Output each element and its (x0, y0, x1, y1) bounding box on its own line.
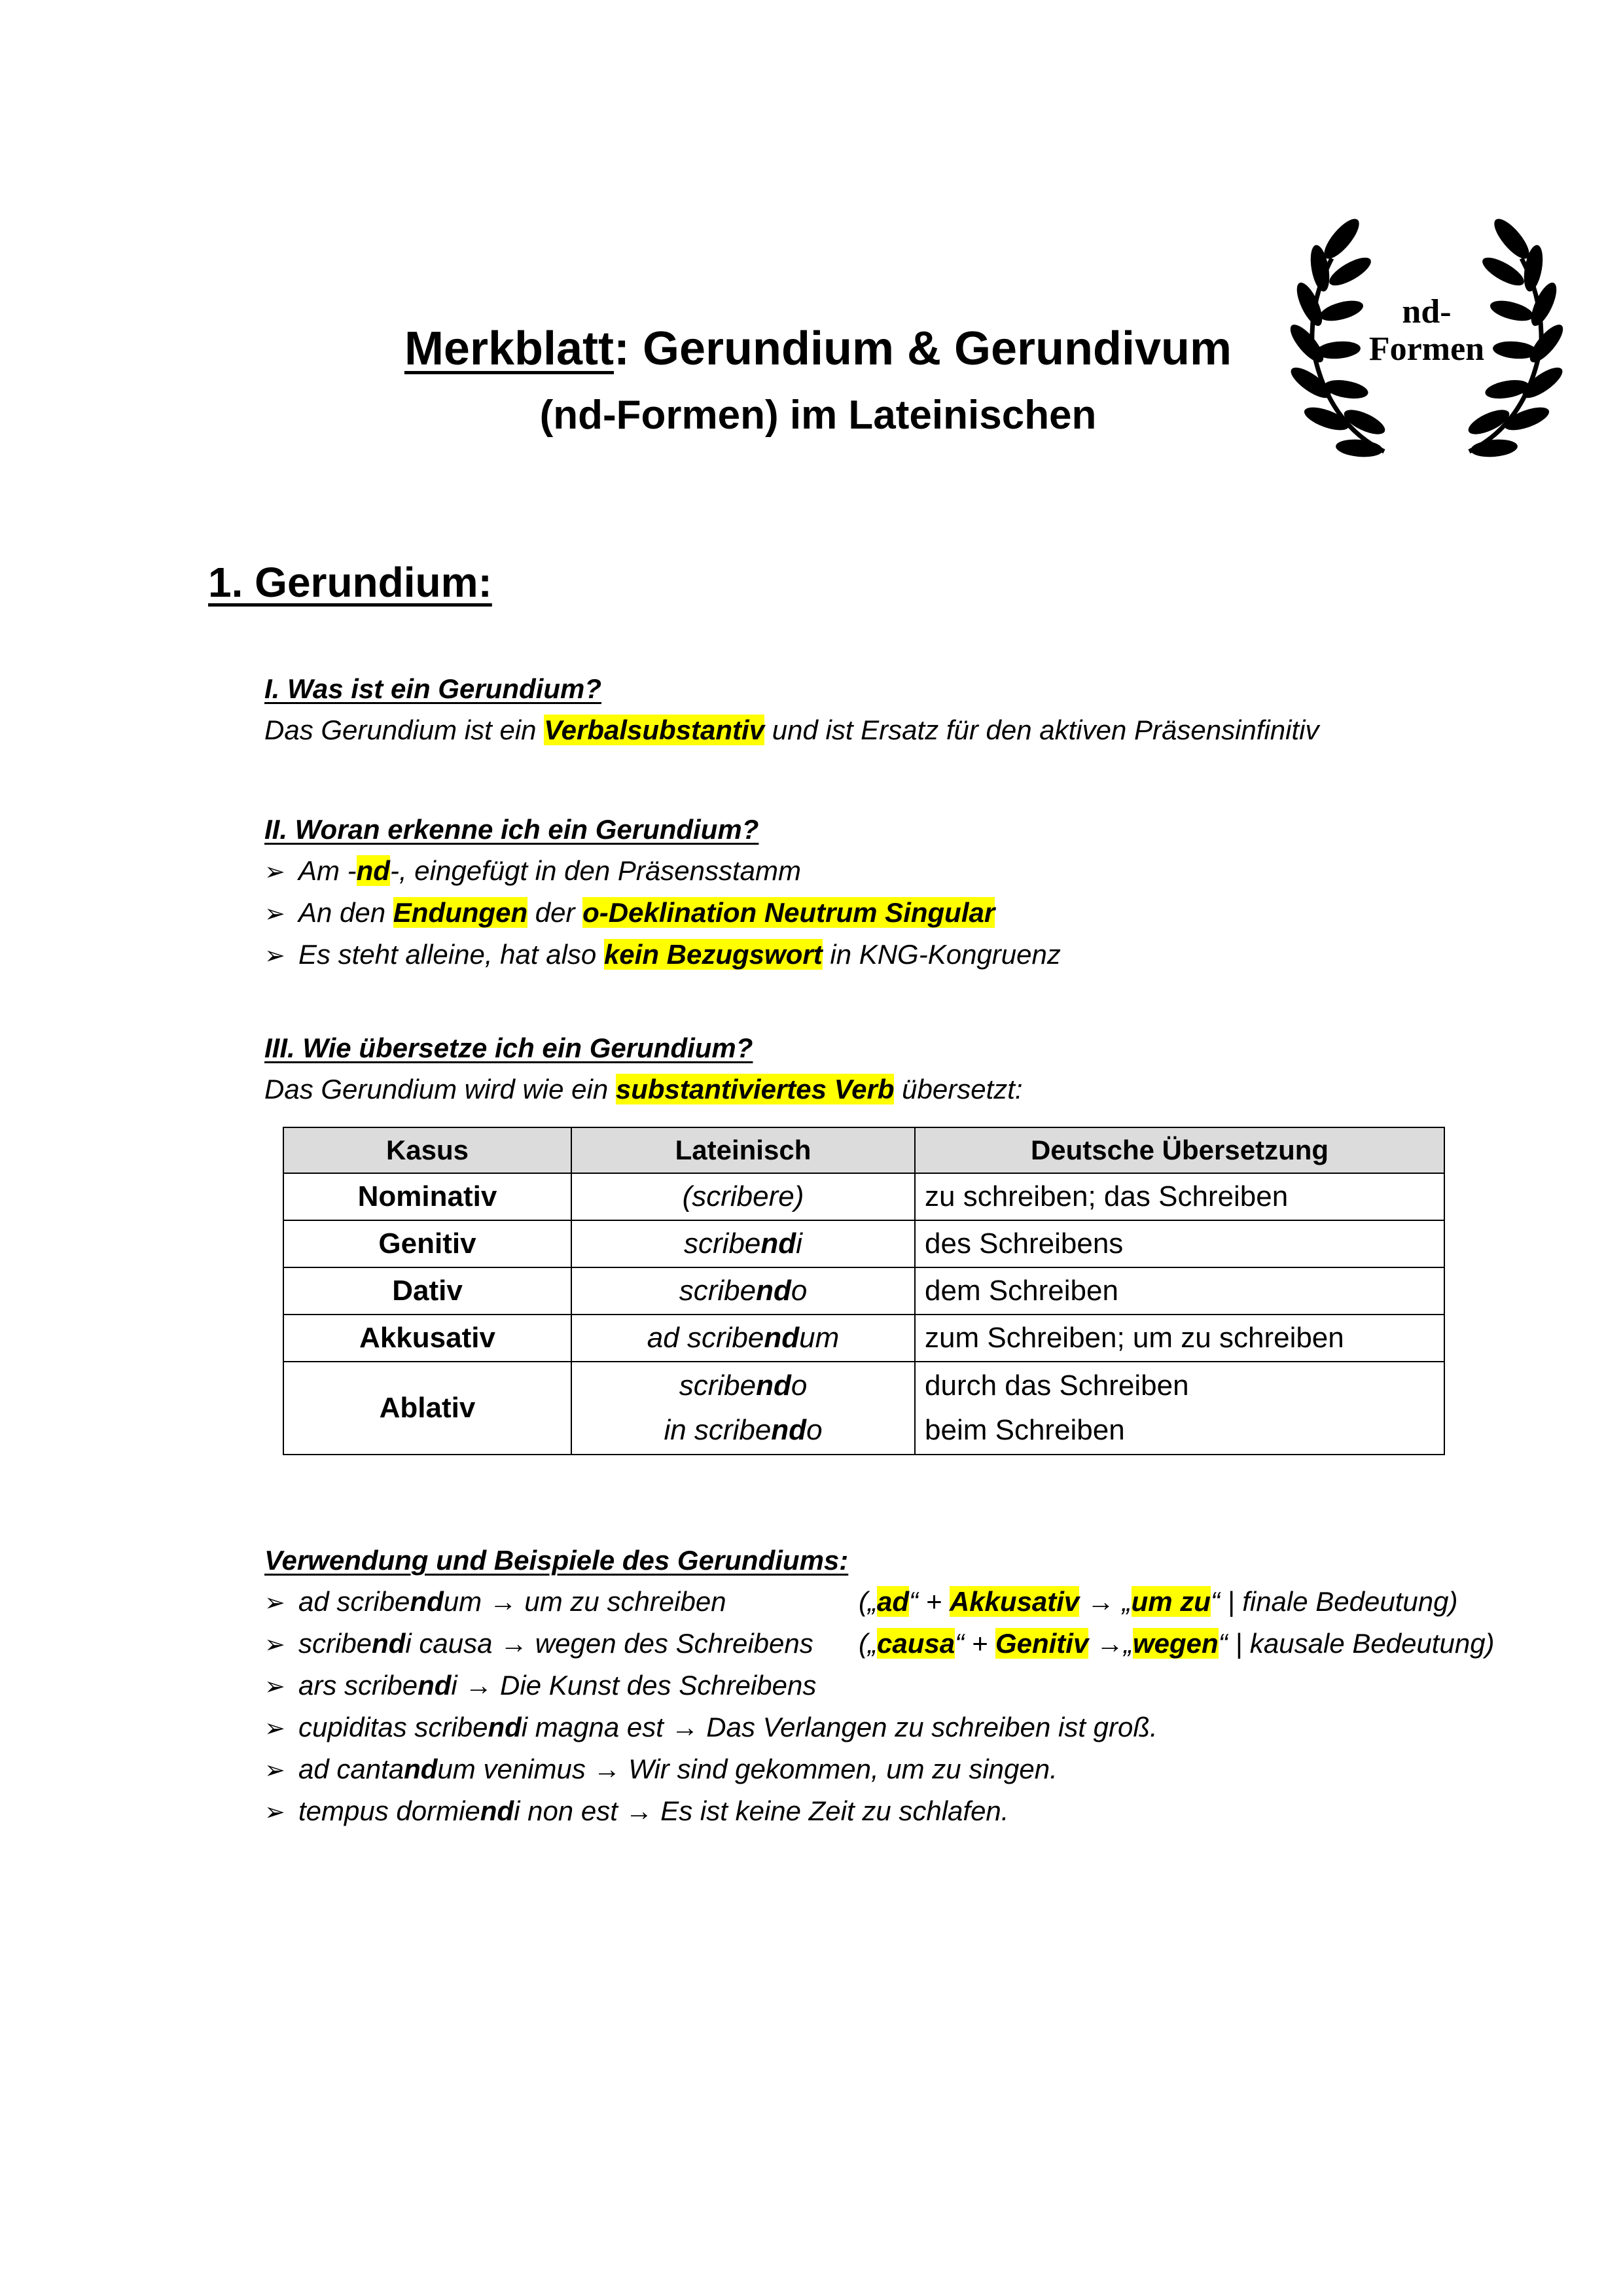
title-rest: : Gerundium & Gerundivum (614, 323, 1232, 375)
arrow-icon: → (671, 1712, 699, 1742)
highlight: Verbalsubstantiv (544, 715, 765, 745)
question-1-answer: Das Gerundium ist ein Verbalsubstantiv und ist Ersatz für den aktiven Präsensinfinitiv (264, 715, 1319, 745)
usage-note: („ad“ + Akkusativ → „um zu“ | finale Bedeutung) (859, 1586, 1458, 1617)
list-item: ➢ ad scribendum → um zu schreiben (264, 1583, 726, 1621)
table-row: Dativ scribendo dem Schreiben (283, 1267, 1444, 1315)
list-item: ➢ ad cantandum venimus → Wir sind gekommen, um zu singen. (264, 1751, 1058, 1789)
bullet-arrow-icon: ➢ (264, 1715, 285, 1742)
bullet-arrow-icon: ➢ (264, 942, 285, 970)
arrow-icon: → (500, 1628, 528, 1659)
question-2-heading: II. Woran erkenne ich ein Gerundium? (264, 814, 759, 845)
logo-line-2: Formen (1368, 330, 1485, 368)
table-row: Genitiv scribendi des Schreibens (283, 1220, 1444, 1267)
section-heading: 1. Gerundium: (208, 559, 492, 606)
list-item: ➢ Am -nd-, eingefügt in den Präsensstamm (264, 853, 801, 891)
list-item: ➢ Es steht alleine, hat also kein Bezugswort in KNG-Kongruenz (264, 936, 1061, 974)
arrow-icon: → (465, 1670, 493, 1701)
bullet-arrow-icon: ➢ (264, 1673, 285, 1701)
table-row: Ablativ scribendo in scribendo durch das Schreiben beim Schreiben (283, 1362, 1444, 1455)
arrow-icon: → (1096, 1628, 1124, 1659)
list-item: ➢ cupiditas scribendi magna est → Das Verlangen zu schreiben ist groß. (264, 1709, 1158, 1747)
table-row: Akkusativ ad scribendum zum Schreiben; um zu schreiben (283, 1315, 1444, 1362)
bullet-arrow-icon: ➢ (264, 1631, 285, 1659)
list-item: ➢ An den Endungen der o-Deklination Neutrum Singular (264, 894, 995, 932)
bullet-arrow-icon: ➢ (264, 858, 285, 886)
laurel-wreath-logo (1286, 206, 1567, 481)
usage-heading: Verwendung und Beispiele des Gerundiums: (264, 1545, 849, 1576)
column-header: Deutsche Übersetzung (915, 1127, 1444, 1173)
column-header: Kasus (283, 1127, 571, 1173)
page-subtitle: (nd-Formen) im Lateinischen (539, 393, 1097, 438)
question-3-answer: Das Gerundium wird wie ein substantiviertes Verb übersetzt: (264, 1074, 1023, 1104)
table-header-row (283, 1127, 1444, 1173)
question-1-heading: I. Was ist ein Gerundium? (264, 673, 601, 704)
bullet-arrow-icon: ➢ (264, 1589, 285, 1617)
bullet-arrow-icon: ➢ (264, 1799, 285, 1826)
list-item: ➢ tempus dormiendi non est → Es ist keine Zeit zu schlafen. (264, 1793, 1008, 1831)
bullet-arrow-icon: ➢ (264, 900, 285, 928)
kasus-table (283, 1127, 1445, 1455)
list-item: ➢ scribendi causa → wegen des Schreibens (264, 1625, 813, 1663)
bullet-arrow-icon: ➢ (264, 1757, 285, 1784)
title-prefix: Merkblatt (404, 323, 614, 375)
column-header: Lateinisch (571, 1127, 915, 1173)
arrow-icon: → (625, 1795, 653, 1826)
arrow-icon: → (489, 1586, 517, 1617)
usage-note: („causa“ + Genitiv →„wegen“ | kausale Bedeutung) (859, 1628, 1495, 1659)
list-item: ➢ ars scribendi → Die Kunst des Schreibens (264, 1667, 816, 1705)
question-3-heading: III. Wie übersetze ich ein Gerundium? (264, 1033, 753, 1063)
logo-line-1: nd- (1402, 293, 1452, 330)
arrow-icon: → (593, 1754, 621, 1784)
arrow-icon: → (1086, 1586, 1115, 1617)
table-row: Nominativ (scribere) zu schreiben; das Schreiben (283, 1173, 1444, 1220)
